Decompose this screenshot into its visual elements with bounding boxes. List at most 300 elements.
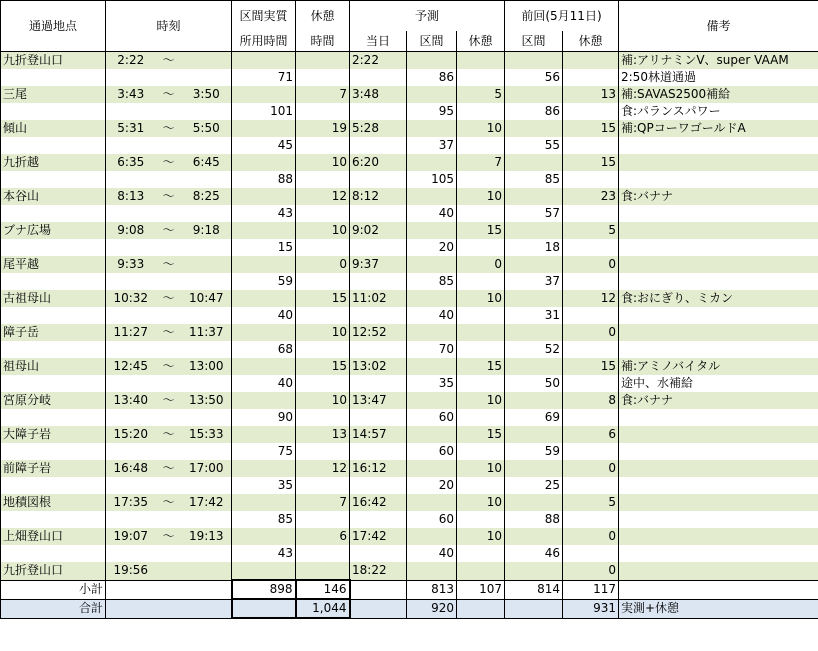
time-separator: 〜: [156, 460, 182, 477]
time-separator: 〜: [156, 188, 182, 205]
rest-time: 10: [296, 324, 350, 341]
station-note: [619, 256, 818, 273]
segment-rest-cell: [296, 443, 350, 460]
segment-time-cell: [182, 273, 232, 290]
segment-note: [619, 205, 818, 222]
prev-section-time: 88: [505, 511, 563, 528]
prev-section-cell: [505, 290, 563, 307]
prev-section-time: 55: [505, 137, 563, 154]
segment-location-cell: [1, 545, 106, 562]
arrival-time: 10:32: [106, 290, 156, 307]
total-label: 合計: [1, 599, 106, 618]
subtotal-row: [1, 580, 818, 599]
actual-time-cell: [232, 324, 296, 341]
segment-location-cell: [1, 137, 106, 154]
forecast-rest: [457, 562, 505, 580]
forecast-rest: 7: [457, 154, 505, 171]
segment-prev-rest-cell: [563, 205, 619, 222]
segment-time-cell: [182, 137, 232, 154]
rest-time: 19: [296, 120, 350, 137]
segment-time-cell: [106, 307, 156, 324]
actual-section-time: 85: [232, 511, 296, 528]
header-forecast-rest: 休憩: [457, 31, 505, 52]
segment-location-cell: [1, 511, 106, 528]
forecast-section-time: 20: [407, 477, 457, 494]
rest-time: 15: [296, 358, 350, 375]
segment-location-cell: [1, 477, 106, 494]
subtotal-cell: [106, 580, 156, 599]
segment-time-cell: [182, 341, 232, 358]
forecast-day-time: 16:12: [350, 460, 407, 477]
departure-time: 3:50: [182, 86, 232, 103]
forecast-section-cell: [407, 426, 457, 443]
arrival-time: 9:08: [106, 222, 156, 239]
forecast-rest: 10: [457, 528, 505, 545]
actual-section-time: 101: [232, 103, 296, 120]
segment-time-cell: [106, 477, 156, 494]
header-actual-group: 区間実質: [232, 1, 296, 32]
prev-section-cell: [505, 562, 563, 580]
segment-time-cell: [156, 409, 182, 426]
forecast-day-time: 16:42: [350, 494, 407, 511]
subtotal-cell: [350, 580, 407, 599]
total-cell: [156, 599, 182, 618]
station-name: 九折越: [1, 154, 106, 171]
departure-time: 5:50: [182, 120, 232, 137]
station-row: [1, 290, 818, 307]
actual-section-time: 75: [232, 443, 296, 460]
arrival-time: 15:20: [106, 426, 156, 443]
forecast-section-cell: [407, 86, 457, 103]
segment-prev-rest-cell: [563, 307, 619, 324]
rest-time: 12: [296, 460, 350, 477]
segment-time-cell: [156, 137, 182, 154]
station-note: 食:バナナ: [619, 392, 818, 409]
forecast-rest: 10: [457, 290, 505, 307]
segment-forecast-rest-cell: [457, 103, 505, 120]
subtotal-forecast-rest: 107: [457, 580, 505, 599]
time-separator: 〜: [156, 426, 182, 443]
segment-forecast-rest-cell: [457, 409, 505, 426]
prev-section-time: 85: [505, 171, 563, 188]
segment-time-cell: [182, 477, 232, 494]
segment-forecast-day-cell: [350, 477, 407, 494]
forecast-rest: 10: [457, 188, 505, 205]
forecast-rest: 10: [457, 460, 505, 477]
actual-section-time: 43: [232, 205, 296, 222]
segment-time-cell: [156, 205, 182, 222]
header-forecast-day: 当日: [350, 31, 407, 52]
station-note: [619, 460, 818, 477]
station-row: [1, 154, 818, 171]
segment-location-cell: [1, 409, 106, 426]
segment-rest-cell: [296, 545, 350, 562]
segment-forecast-rest-cell: [457, 545, 505, 562]
rest-time: 7: [296, 86, 350, 103]
prev-rest: 0: [563, 324, 619, 341]
segment-time-cell: [156, 341, 182, 358]
station-row: [1, 528, 818, 545]
rest-time: 15: [296, 290, 350, 307]
arrival-time: 16:48: [106, 460, 156, 477]
forecast-rest: 5: [457, 86, 505, 103]
forecast-section-cell: [407, 120, 457, 137]
prev-section-cell: [505, 120, 563, 137]
segment-forecast-rest-cell: [457, 307, 505, 324]
segment-time-cell: [106, 205, 156, 222]
forecast-section-time: 40: [407, 545, 457, 562]
forecast-rest: 15: [457, 222, 505, 239]
station-note: [619, 222, 818, 239]
departure-time: 15:33: [182, 426, 232, 443]
actual-section-time: 43: [232, 545, 296, 562]
prev-section-time: 56: [505, 69, 563, 86]
segment-time-cell: [106, 239, 156, 256]
departure-time: 8:25: [182, 188, 232, 205]
segment-rest-cell: [296, 239, 350, 256]
segment-prev-rest-cell: [563, 103, 619, 120]
actual-section-time: 59: [232, 273, 296, 290]
prev-section-cell: [505, 392, 563, 409]
forecast-day-time: 17:42: [350, 528, 407, 545]
segment-location-cell: [1, 307, 106, 324]
actual-section-time: 40: [232, 375, 296, 392]
prev-section-cell: [505, 426, 563, 443]
forecast-day-time: 11:02: [350, 290, 407, 307]
segment-prev-rest-cell: [563, 375, 619, 392]
station-name: 尾平越: [1, 256, 106, 273]
segment-time-cell: [106, 375, 156, 392]
departure-time: 9:18: [182, 222, 232, 239]
actual-time-cell: [232, 222, 296, 239]
forecast-section-cell: [407, 324, 457, 341]
forecast-rest: 10: [457, 494, 505, 511]
prev-section-time: 69: [505, 409, 563, 426]
segment-note: [619, 477, 818, 494]
segment-note: [619, 239, 818, 256]
station-note: 食:バナナ: [619, 188, 818, 205]
prev-section-cell: [505, 86, 563, 103]
segment-row: [1, 239, 818, 256]
segment-time-cell: [106, 171, 156, 188]
segment-forecast-day-cell: [350, 273, 407, 290]
segment-time-cell: [156, 69, 182, 86]
total-rest: 1,044: [296, 599, 350, 618]
forecast-section-time: 60: [407, 409, 457, 426]
forecast-day-time: 9:02: [350, 222, 407, 239]
segment-location-cell: [1, 239, 106, 256]
station-name: 上畑登山口: [1, 528, 106, 545]
departure-time: [182, 52, 232, 70]
header-forecast-section: 区間: [407, 31, 457, 52]
rest-time: 10: [296, 154, 350, 171]
station-row: [1, 392, 818, 409]
station-row: [1, 426, 818, 443]
prev-rest: 0: [563, 562, 619, 580]
segment-row: [1, 137, 818, 154]
segment-forecast-day-cell: [350, 205, 407, 222]
prev-rest: 0: [563, 256, 619, 273]
total-cell: [182, 599, 232, 618]
prev-section-time: 59: [505, 443, 563, 460]
arrival-time: 19:07: [106, 528, 156, 545]
segment-prev-rest-cell: [563, 137, 619, 154]
segment-time-cell: [182, 307, 232, 324]
segment-forecast-rest-cell: [457, 205, 505, 222]
station-row: [1, 256, 818, 273]
departure-time: 10:47: [182, 290, 232, 307]
segment-rest-cell: [296, 307, 350, 324]
segment-prev-rest-cell: [563, 69, 619, 86]
subtotal-label: 小計: [1, 580, 106, 599]
segment-note: 途中、水補給: [619, 375, 818, 392]
subtotal-cell: [619, 580, 818, 599]
subtotal-rest: 146: [296, 580, 350, 599]
segment-note: [619, 545, 818, 562]
time-separator: 〜: [156, 222, 182, 239]
actual-time-cell: [232, 154, 296, 171]
actual-section-time: 40: [232, 307, 296, 324]
total-actual-cell: [232, 599, 296, 618]
station-name: 地積図根: [1, 494, 106, 511]
actual-time-cell: [232, 188, 296, 205]
segment-rest-cell: [296, 477, 350, 494]
time-separator: 〜: [156, 494, 182, 511]
segment-note: 食:パランスパワー: [619, 103, 818, 120]
departure-time: [182, 562, 232, 580]
departure-time: 19:13: [182, 528, 232, 545]
total-cell: [505, 599, 563, 618]
station-row: [1, 120, 818, 137]
forecast-section-time: 60: [407, 443, 457, 460]
rest-time: 13: [296, 426, 350, 443]
actual-section-time: 71: [232, 69, 296, 86]
station-row: [1, 86, 818, 103]
header-forecast: 予測: [350, 1, 505, 32]
segment-prev-rest-cell: [563, 239, 619, 256]
segment-forecast-day-cell: [350, 409, 407, 426]
segment-forecast-day-cell: [350, 239, 407, 256]
segment-forecast-day-cell: [350, 375, 407, 392]
forecast-rest: [457, 324, 505, 341]
forecast-section-time: 70: [407, 341, 457, 358]
station-row: [1, 222, 818, 239]
departure-time: 17:00: [182, 460, 232, 477]
prev-rest: 6: [563, 426, 619, 443]
header-rest-time: 時間: [296, 31, 350, 52]
station-name: 傾山: [1, 120, 106, 137]
departure-time: 13:00: [182, 358, 232, 375]
segment-time-cell: [182, 69, 232, 86]
forecast-section-time: 60: [407, 511, 457, 528]
forecast-day-time: 13:47: [350, 392, 407, 409]
segment-forecast-rest-cell: [457, 239, 505, 256]
segment-forecast-day-cell: [350, 443, 407, 460]
prev-section-cell: [505, 528, 563, 545]
prev-rest: 23: [563, 188, 619, 205]
segment-rest-cell: [296, 69, 350, 86]
rest-time: [296, 562, 350, 580]
header-actual-time: 所用時間: [232, 31, 296, 52]
forecast-day-time: 5:28: [350, 120, 407, 137]
segment-time-cell: [106, 273, 156, 290]
segment-forecast-rest-cell: [457, 137, 505, 154]
header-prev: 前回(5月11日): [505, 1, 619, 32]
total-prev-rest: 931: [563, 599, 619, 618]
header-notes: 備考: [619, 1, 818, 52]
station-note: [619, 528, 818, 545]
segment-location-cell: [1, 171, 106, 188]
prev-section-cell: [505, 494, 563, 511]
time-separator: 〜: [156, 392, 182, 409]
station-name: 九折登山口: [1, 562, 106, 580]
time-separator: 〜: [156, 290, 182, 307]
prev-section-cell: [505, 460, 563, 477]
forecast-day-time: 12:52: [350, 324, 407, 341]
forecast-section-time: 95: [407, 103, 457, 120]
prev-section-time: 57: [505, 205, 563, 222]
actual-time-cell: [232, 256, 296, 273]
station-note: 補:アリナミンV、super VAAM: [619, 52, 818, 70]
segment-note: [619, 341, 818, 358]
segment-prev-rest-cell: [563, 341, 619, 358]
prev-section-time: 25: [505, 477, 563, 494]
segment-note: [619, 171, 818, 188]
actual-section-time: 88: [232, 171, 296, 188]
prev-section-time: 50: [505, 375, 563, 392]
segment-row: [1, 205, 818, 222]
prev-section-cell: [505, 358, 563, 375]
forecast-section-cell: [407, 358, 457, 375]
segment-row: [1, 171, 818, 188]
segment-time-cell: [156, 103, 182, 120]
prev-section-cell: [505, 324, 563, 341]
station-name: 古祖母山: [1, 290, 106, 307]
departure-time: 11:37: [182, 324, 232, 341]
station-note: [619, 154, 818, 171]
segment-time-cell: [156, 511, 182, 528]
time-separator: 〜: [156, 120, 182, 137]
segment-note: [619, 273, 818, 290]
segment-row: [1, 477, 818, 494]
segment-note: [619, 409, 818, 426]
station-name: 大障子岩: [1, 426, 106, 443]
segment-time-cell: [182, 511, 232, 528]
segment-forecast-day-cell: [350, 511, 407, 528]
segment-prev-rest-cell: [563, 477, 619, 494]
segment-rest-cell: [296, 409, 350, 426]
segment-time-cell: [106, 341, 156, 358]
segment-forecast-day-cell: [350, 171, 407, 188]
segment-location-cell: [1, 205, 106, 222]
prev-rest: 15: [563, 120, 619, 137]
prev-section-cell: [505, 154, 563, 171]
segment-time-cell: [182, 545, 232, 562]
station-note: 補:アミノバイタル: [619, 358, 818, 375]
rest-time: 0: [296, 256, 350, 273]
segment-time-cell: [106, 511, 156, 528]
rest-time: 10: [296, 222, 350, 239]
departure-time: 6:45: [182, 154, 232, 171]
subtotal-actual: 898: [232, 580, 296, 599]
segment-forecast-day-cell: [350, 307, 407, 324]
segment-row: [1, 545, 818, 562]
forecast-section-cell: [407, 154, 457, 171]
forecast-rest: 15: [457, 426, 505, 443]
prev-section-cell: [505, 188, 563, 205]
segment-forecast-day-cell: [350, 137, 407, 154]
segment-location-cell: [1, 273, 106, 290]
segment-time-cell: [106, 69, 156, 86]
arrival-time: 5:31: [106, 120, 156, 137]
rest-time: 6: [296, 528, 350, 545]
rest-time: 10: [296, 392, 350, 409]
segment-time-cell: [106, 137, 156, 154]
header-prev-section: 区間: [505, 31, 563, 52]
arrival-time: 17:35: [106, 494, 156, 511]
actual-time-cell: [232, 494, 296, 511]
rest-time: 7: [296, 494, 350, 511]
station-name: 前障子岩: [1, 460, 106, 477]
segment-forecast-day-cell: [350, 69, 407, 86]
arrival-time: 19:56: [106, 562, 156, 580]
segment-row: [1, 341, 818, 358]
time-separator: 〜: [156, 256, 182, 273]
prev-rest: 5: [563, 222, 619, 239]
arrival-time: 13:40: [106, 392, 156, 409]
segment-location-cell: [1, 103, 106, 120]
segment-forecast-rest-cell: [457, 443, 505, 460]
forecast-section-cell: [407, 222, 457, 239]
actual-time-cell: [232, 358, 296, 375]
total-cell: [106, 599, 156, 618]
actual-section-time: 15: [232, 239, 296, 256]
arrival-time: 3:43: [106, 86, 156, 103]
arrival-time: 12:45: [106, 358, 156, 375]
station-note: [619, 494, 818, 511]
time-separator: 〜: [156, 358, 182, 375]
arrival-time: 9:33: [106, 256, 156, 273]
segment-forecast-rest-cell: [457, 341, 505, 358]
station-note: 補:QPコーワゴールドA: [619, 120, 818, 137]
segment-time-cell: [106, 409, 156, 426]
forecast-day-time: 8:12: [350, 188, 407, 205]
segment-forecast-day-cell: [350, 103, 407, 120]
header-rest-group: 休憩: [296, 1, 350, 32]
forecast-section-cell: [407, 290, 457, 307]
segment-time-cell: [156, 545, 182, 562]
header-prev-rest: 休憩: [563, 31, 619, 52]
segment-row: [1, 307, 818, 324]
station-note: [619, 562, 818, 580]
segment-time-cell: [182, 409, 232, 426]
actual-section-time: 35: [232, 477, 296, 494]
forecast-rest: 10: [457, 392, 505, 409]
segment-time-cell: [106, 443, 156, 460]
subtotal-cell: [182, 580, 232, 599]
prev-rest: 8: [563, 392, 619, 409]
segment-row: [1, 511, 818, 528]
forecast-section-time: 85: [407, 273, 457, 290]
segment-forecast-rest-cell: [457, 375, 505, 392]
forecast-day-time: 3:48: [350, 86, 407, 103]
segment-time-cell: [182, 239, 232, 256]
segment-row: [1, 409, 818, 426]
time-separator: 〜: [156, 324, 182, 341]
actual-section-time: 68: [232, 341, 296, 358]
segment-note: 2:50林道通過: [619, 69, 818, 86]
prev-section-time: 86: [505, 103, 563, 120]
